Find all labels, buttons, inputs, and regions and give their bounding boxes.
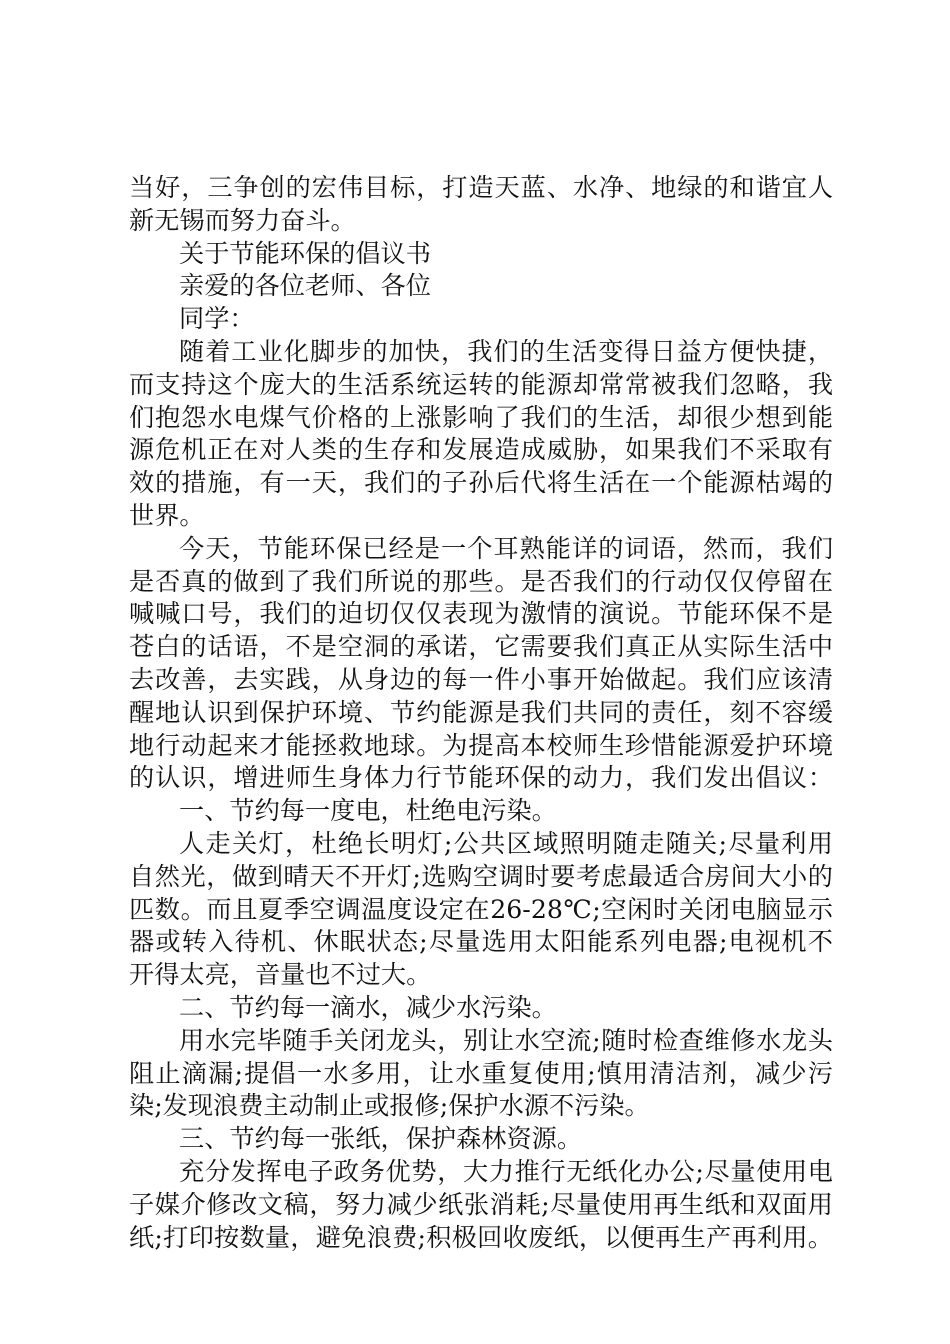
text-line: 喊喊口号，我们的迫切仅仅表现为激情的演说。节能环保不是 <box>129 599 833 629</box>
salutation: 亲爱的各位老师、各位 <box>179 271 431 301</box>
text-line: 当好，三争创的宏伟目标，打造天蓝、水净、地绿的和谐宜人 <box>129 173 833 202</box>
text-line: 醒地认识到保护环境、节约能源是我们共同的责任，刻不容缓 <box>129 697 833 727</box>
text-line: 纸;打印按数量，避免浪费;积极回收废纸，以便再生产再利用。 <box>129 1222 833 1252</box>
text-line: 器或转入待机、休眠状态;尽量选用太阳能系列电器;电视机不 <box>129 927 833 957</box>
document-body <box>129 172 833 1254</box>
text-line: 们抱怨水电煤气价格的上涨影响了我们的生活，却很少想到能 <box>129 402 833 432</box>
text-line: 随着工业化脚步的加快，我们的生活变得日益方便快捷， <box>179 336 833 366</box>
text-line: 效的措施，有一天，我们的子孙后代将生活在一个能源枯竭的 <box>129 468 833 498</box>
text-line: 今天，节能环保已经是一个耳熟能详的词语，然而，我们 <box>179 533 833 563</box>
document-title: 关于节能环保的倡议书 <box>179 238 431 268</box>
text-line: 人走关灯，杜绝长明灯;公共区域照明随走随关;尽量利用 <box>179 828 833 858</box>
text-line: 子媒介修改文稿，努力减少纸张消耗;尽量使用再生纸和双面用 <box>129 1189 833 1219</box>
text-line: 用水完毕随手关闭龙头，别让水空流;随时检查维修水龙头 <box>179 1025 833 1055</box>
text-line: 染;发现浪费主动制止或报修;保护水源不污染。 <box>129 1091 650 1121</box>
text-line: 是否真的做到了我们所说的那些。是否我们的行动仅仅停留在 <box>129 566 833 596</box>
section-heading: 三、节约每一张纸，保护森林资源。 <box>179 1124 582 1154</box>
section-heading: 一、节约每一度电，杜绝电污染。 <box>179 796 557 826</box>
text-line: 世界。 <box>129 500 205 530</box>
text-line: 苍白的话语，不是空洞的承诺，它需要我们真正从实际生活中 <box>129 632 833 662</box>
text-line: 匹数。而且夏季空调温度设定在26-28℃;空闲时关闭电脑显示 <box>129 894 833 924</box>
text-line: 而支持这个庞大的生活系统运转的能源却常常被我们忽略，我 <box>129 369 833 399</box>
text-line: 的认识，增进师生身体力行节能环保的动力，我们发出倡议： <box>129 763 833 793</box>
text-line: 地行动起来才能拯救地球。为提高本校师生珍惜能源爱护环境 <box>129 730 833 760</box>
text-line: 开得太亮，音量也不过大。 <box>129 960 432 990</box>
text-line: 源危机正在对人类的生存和发展造成威胁，如果我们不采取有 <box>129 435 833 465</box>
text-line: 阻止滴漏;提倡一水多用，让水重复使用;慎用清洁剂，减少污 <box>129 1058 833 1088</box>
text-line: 去改善，去实践，从身边的每一件小事开始做起。我们应该清 <box>129 664 833 694</box>
text-line: 充分发挥电子政务优势，大力推行无纸化办公;尽量使用电 <box>179 1156 833 1186</box>
salutation: 同学： <box>179 304 255 334</box>
section-heading: 二、节约每一滴水，减少水污染。 <box>179 992 557 1022</box>
text-line: 自然光，做到晴天不开灯;选购空调时要考虑最适合房间大小的 <box>129 861 833 891</box>
text-line: 新无锡而努力奋斗。 <box>129 205 356 235</box>
